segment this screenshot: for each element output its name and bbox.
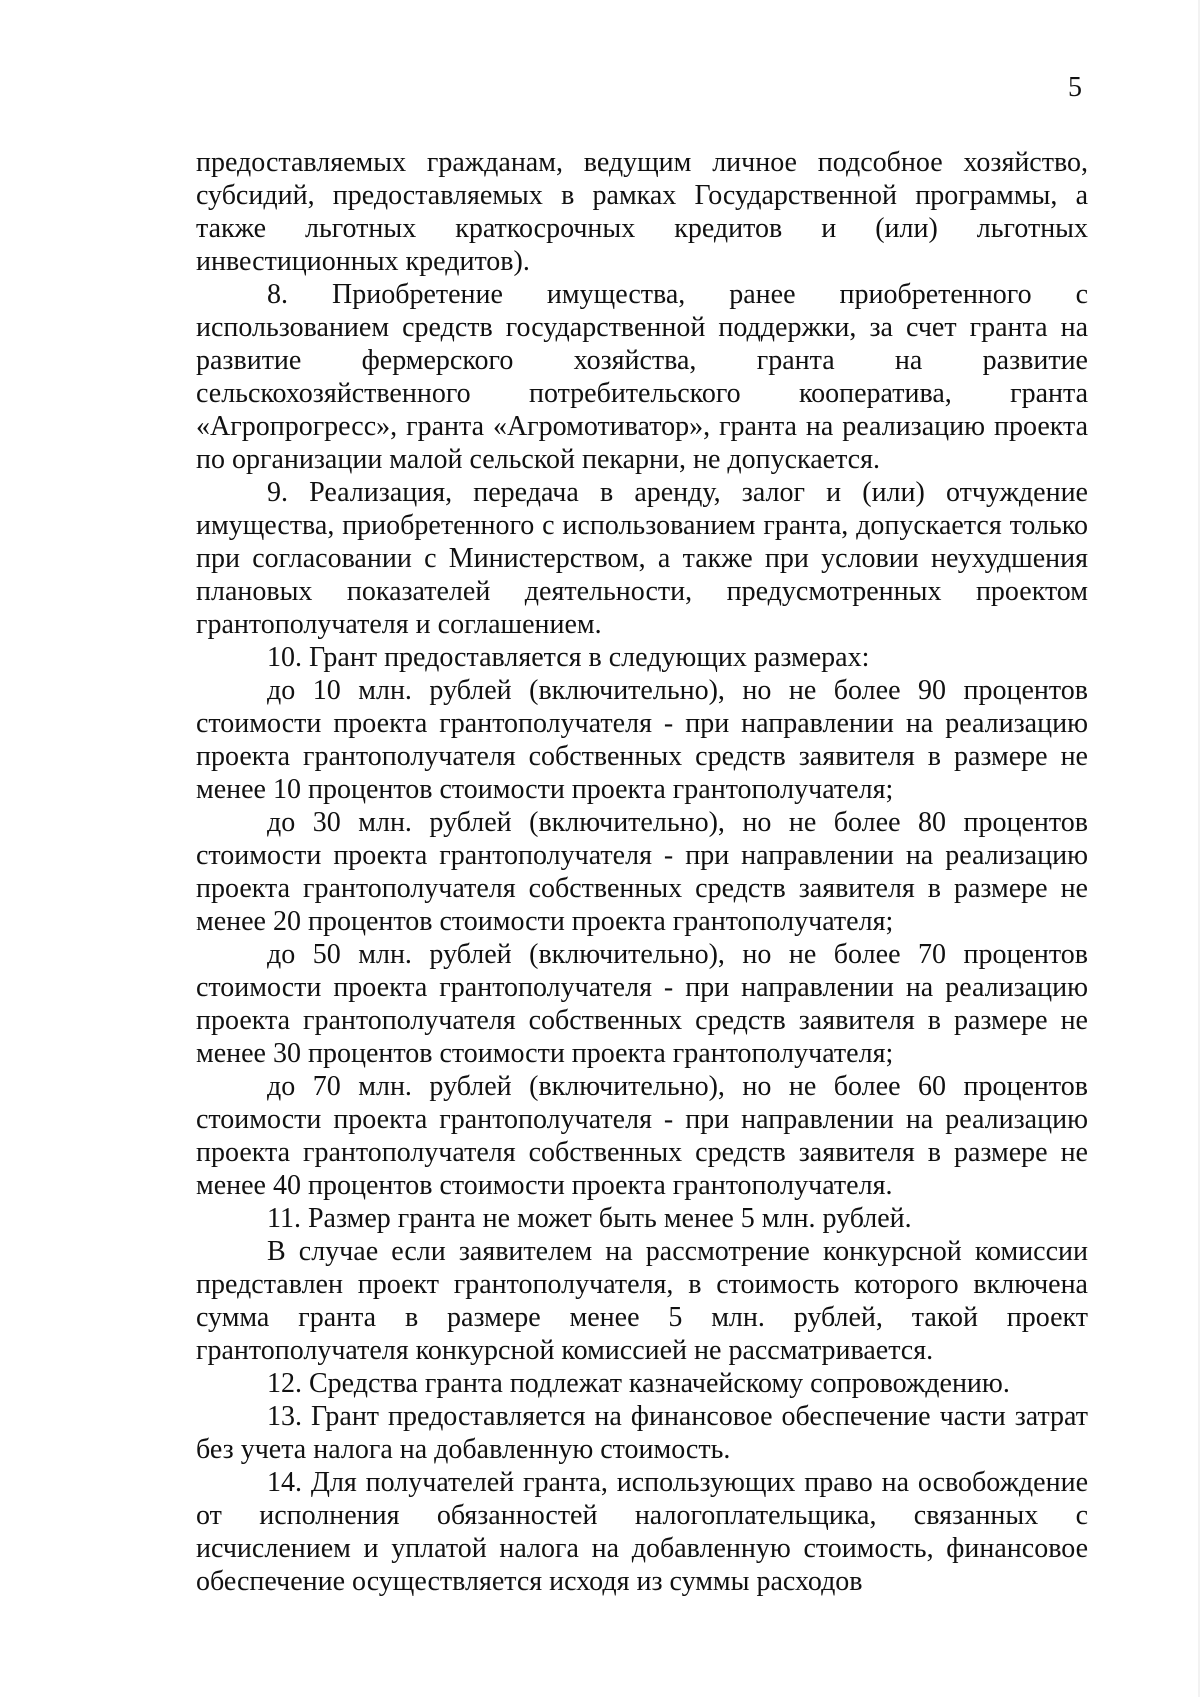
- paragraph-item-10: 10. Грант предоставляется в следующих размерах:: [267, 642, 870, 673]
- paragraph-grant-tier-50: до 50 млн. рублей (включительно), но не более 70 процентов стоимости проекта грантополучателя - при направлении на реализацию проекта грантополучателя собственных средств заявителя в размере не менее 30 процентов стоимости проекта грантополучателя;: [196, 939, 1088, 1069]
- paragraph-item-14: 14. Для получателей гранта, использующих право на освобождение от исполнения обязанностей налогоплательщика, связанных с исчислением и уплатой налога на добавленную стоимость, финансовое обеспечение осуществляется исходя из суммы расходов: [196, 1467, 1088, 1597]
- paragraph-item-9: 9. Реализация, передача в аренду, залог и (или) отчуждение имущества, приобретенного с использованием гранта, допускается только при согласовании с Министерством, а также при условии неухудшения плановых показателей деятельности, предусмотренных проектом грантополучателя и соглашением.: [196, 477, 1088, 640]
- page-number: 5: [1068, 72, 1082, 103]
- paragraph-continuation: предоставляемых гражданам, ведущим личное подсобное хозяйство, субсидий, предоставляемых в рамках Государственной программы, а также льготных краткосрочных кредитов и (или) льготных инвестиционных кредитов).: [196, 147, 1088, 277]
- paragraph-item-11-clause: В случае если заявителем на рассмотрение конкурсной комиссии представлен проект грантополучателя, в стоимость которого включена сумма гранта в размере менее 5 млн. рублей, такой проект грантополучателя конкурсной комиссией не рассматривается.: [196, 1236, 1088, 1366]
- paragraph-grant-tier-10: до 10 млн. рублей (включительно), но не более 90 процентов стоимости проекта грантополучателя - при направлении на реализацию проекта грантополучателя собственных средств заявителя в размере не менее 10 процентов стоимости проекта грантополучателя;: [196, 675, 1088, 805]
- paragraph-grant-tier-70: до 70 млн. рублей (включительно), но не более 60 процентов стоимости проекта грантополучателя - при направлении на реализацию проекта грантополучателя собственных средств заявителя в размере не менее 40 процентов стоимости проекта грантополучателя.: [196, 1071, 1088, 1201]
- paragraph-item-11: 11. Размер гранта не может быть менее 5 млн. рублей.: [267, 1203, 912, 1234]
- paragraph-grant-tier-30: до 30 млн. рублей (включительно), но не более 80 процентов стоимости проекта грантополучателя - при направлении на реализацию проекта грантополучателя собственных средств заявителя в размере не менее 20 процентов стоимости проекта грантополучателя;: [196, 807, 1088, 937]
- paragraph-item-13: 13. Грант предоставляется на финансовое обеспечение части затрат без учета налога на добавленную стоимость.: [196, 1401, 1088, 1465]
- paragraph-item-12: 12. Средства гранта подлежат казначейскому сопровождению.: [267, 1368, 1010, 1399]
- paragraph-item-8: 8. Приобретение имущества, ранее приобретенного с использованием средств государственной поддержки, за счет гранта на развитие фермерского хозяйства, гранта на развитие сельскохозяйственного потребительского кооператива, гранта «Агропрогресс», гранта «Агромотиватор», гранта на реализацию проекта по организации малой сельской пекарни, не допускается.: [196, 279, 1088, 475]
- document-body: [196, 146, 1088, 1598]
